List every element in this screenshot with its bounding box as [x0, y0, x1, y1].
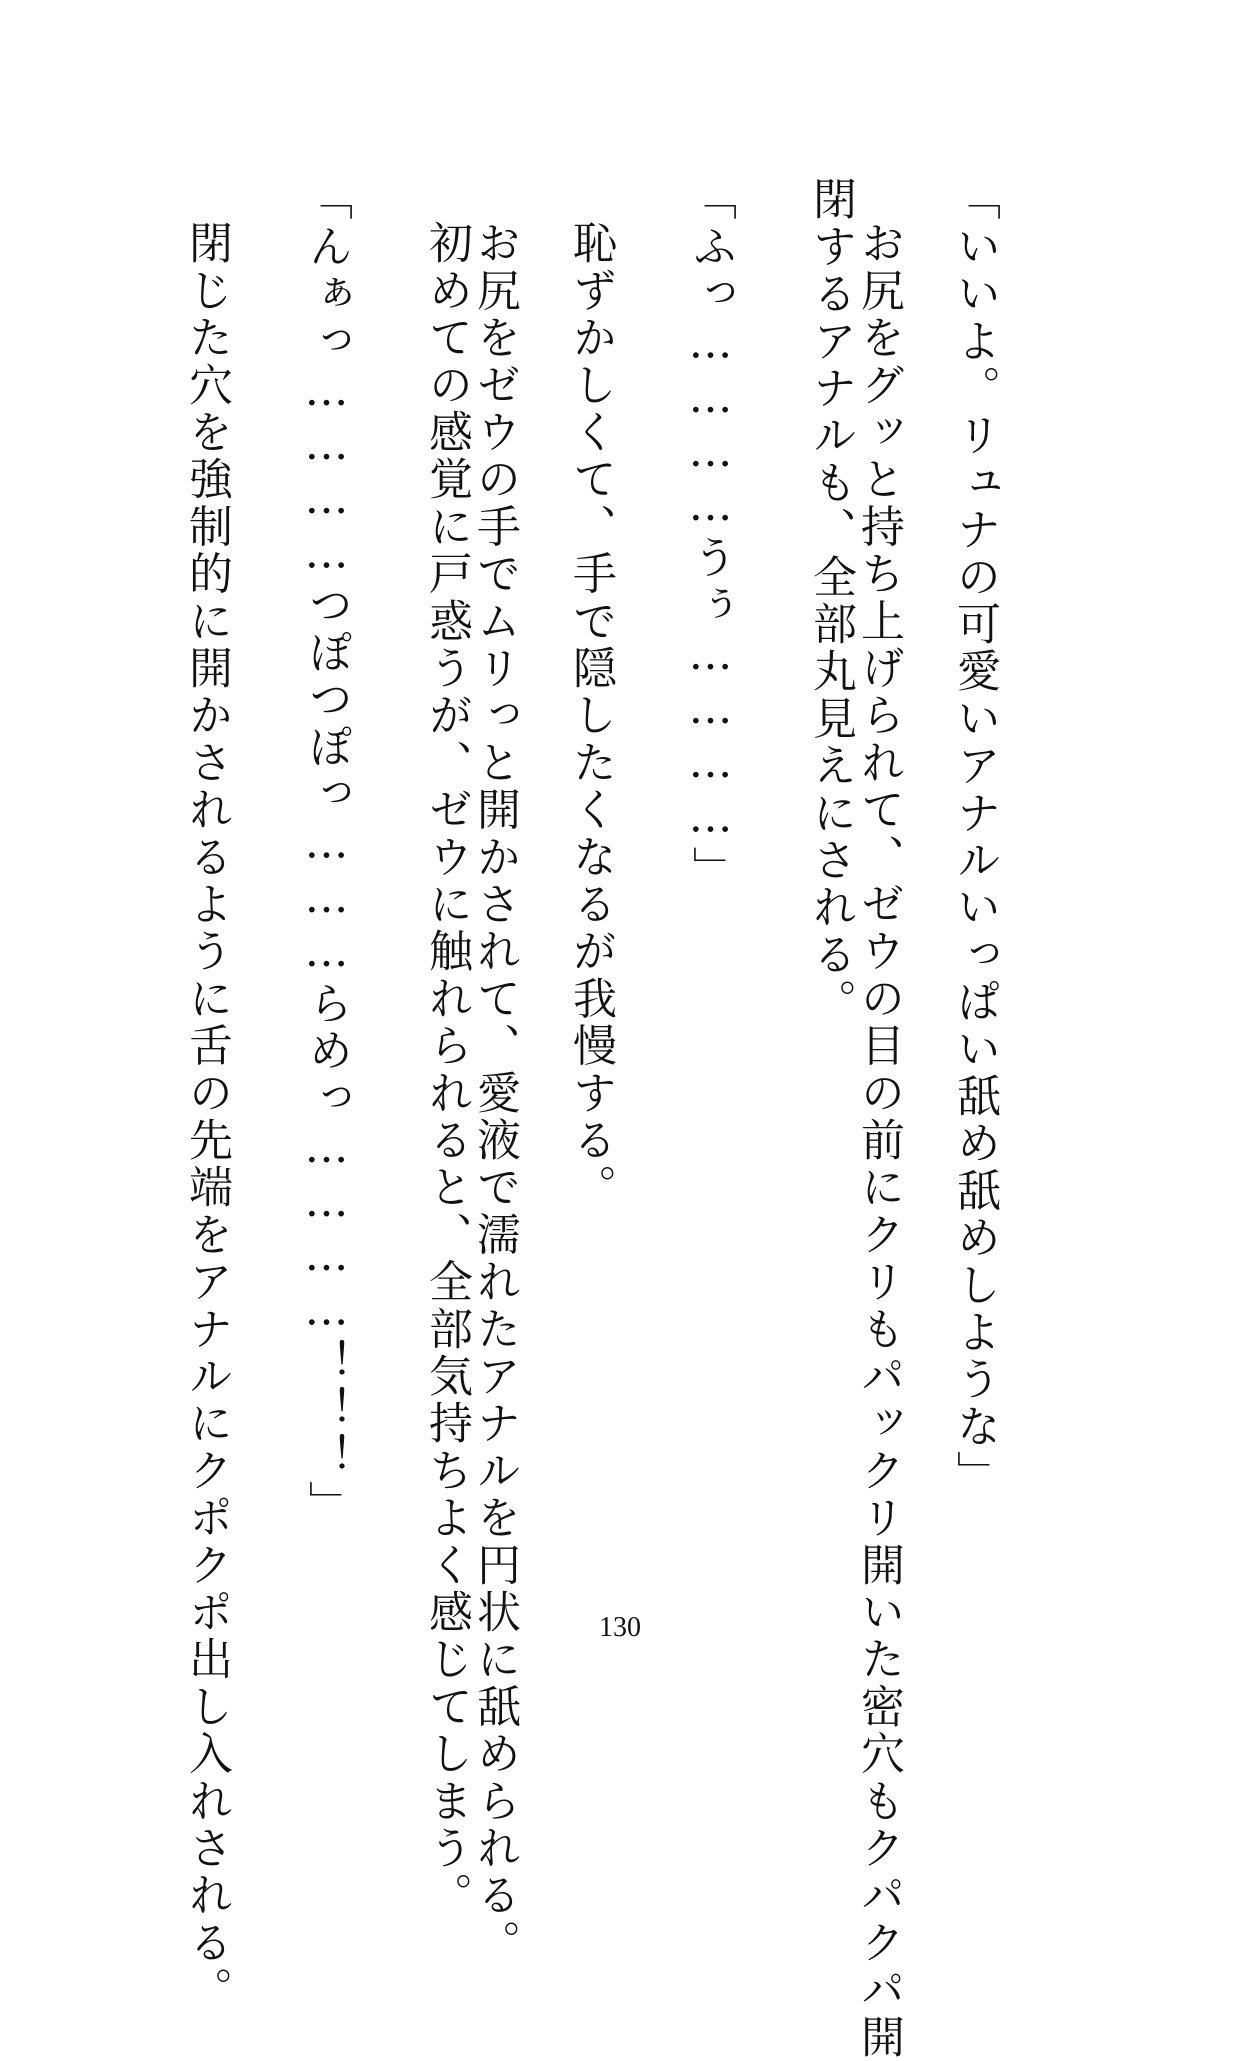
narration-line: 閉じた穴を強制的に開かされるように舌の先端をアナルにクポクポ出し入れされる。: [181, 220, 232, 2014]
narration-line: お尻をグッと持ち上げられて、ゼウの目の前にクリもパックリ開いた密穴もクパクパ開: [853, 220, 904, 2061]
narration-line-continued: 閉するアナルも、全部丸見えにされる。: [805, 176, 856, 1026]
dialogue-line: 「ふっ…………うぅ…………」: [685, 176, 736, 893]
dialogue-line: 「いいよ。リュナの可愛いアナルいっぱい舐め舐めしような」: [949, 176, 1000, 1498]
dialogue-line: 「んぁっ…………つぽつぽっ………らめっ…………！！！」: [301, 176, 352, 1528]
narration-line: 恥ずかしくて、手で隠したくなるが我慢する。: [565, 220, 616, 1212]
page-number: 130: [599, 1612, 641, 1643]
narration-line: お尻をゼウの手でムリっと開かされて、愛液で濡れたアナルを円状に舐められる。: [469, 220, 520, 1967]
narration-line: 初めての感覚に戸惑うが、ゼウに触れられると、全部気持ちよく感じてしまう。: [421, 220, 472, 1920]
